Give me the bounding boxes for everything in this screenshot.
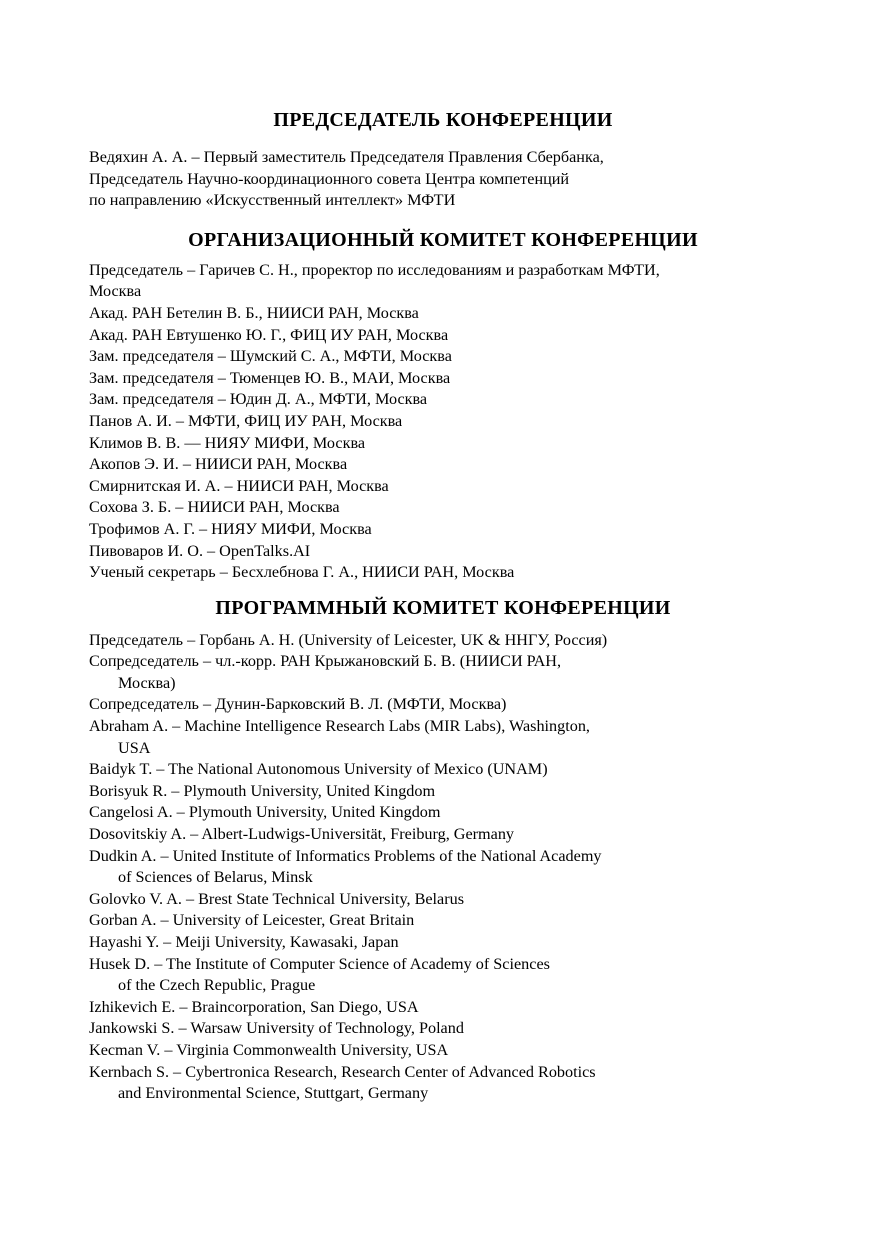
- member-line: Председатель – Горбань А. Н. (University of Leicester, UK & ННГУ, Россия): [89, 630, 608, 649]
- committee-member: Председатель – Гаричев С. Н., проректор по исследованиям и разработкам МФТИ,: [89, 260, 660, 279]
- program-committee-member: [89, 1062, 789, 1105]
- program-committee-member: [89, 630, 789, 652]
- organizing-committee-list: [89, 260, 789, 584]
- committee-member: Трофимов А. Г. – НИЯУ МИФИ, Москва: [89, 519, 372, 538]
- program-committee-member: [89, 954, 789, 997]
- committee-member: Пивоваров И. О. – OpenTalks.AI: [89, 541, 311, 560]
- committee-member: Климов В. В. — НИЯУ МИФИ, Москва: [89, 433, 366, 452]
- member-line: Gorban A. – University of Leicester, Great Britain: [89, 911, 415, 930]
- program-committee-member: [89, 694, 789, 716]
- member-line-continuation: of the Czech Republic, Prague: [118, 976, 316, 995]
- member-line-continuation: Москва): [118, 673, 176, 692]
- committee-member: Москва: [89, 282, 142, 301]
- committee-member: Зам. председателя – Тюменцев Ю. В., МАИ, Москва: [89, 368, 451, 387]
- chair-section-body: [89, 147, 789, 212]
- program-committee-member: [89, 846, 789, 889]
- committee-member: Акопов Э. И. – НИИСИ РАН, Москва: [89, 455, 348, 474]
- member-line: Kernbach S. – Cybertronica Research, Research Center of Advanced Robotics: [89, 1062, 596, 1081]
- committee-member: Панов А. И. – МФТИ, ФИЦ ИУ РАН, Москва: [89, 411, 403, 430]
- program-committee-member: [89, 932, 789, 954]
- member-line: Hayashi Y. – Meiji University, Kawasaki, Japan: [89, 933, 399, 951]
- document-page: [89, 107, 789, 1105]
- program-committee-member: [89, 802, 789, 824]
- member-line: Borisyuk R. – Plymouth University, United Kingdom: [89, 781, 436, 800]
- member-line: Dudkin A. – United Institute of Informatics Problems of the National Academy: [89, 846, 602, 865]
- committee-member: Акад. РАН Бетелин В. Б., НИИСИ РАН, Москва: [89, 303, 419, 322]
- member-line: Izhikevich E. – Braincorporation, San Diego, USA: [89, 997, 419, 1016]
- member-line: Abraham A. – Machine Intelligence Research Labs (MIR Labs), Washington,: [89, 717, 590, 736]
- program-committee-member: [89, 759, 789, 781]
- program-committee-member: [89, 1040, 789, 1062]
- program-committee-member: [89, 651, 789, 694]
- member-line: Сопредседатель – чл.-корр. РАН Крыжановский Б. В. (НИИСИ РАН,: [89, 652, 562, 671]
- member-line: Jankowski S. – Warsaw University of Technology, Poland: [89, 1019, 464, 1038]
- member-line-continuation: and Environmental Science, Stuttgart, Germany: [118, 1084, 429, 1103]
- committee-member: Ученый секретарь – Бесхлебнова Г. А., НИИСИ РАН, Москва: [89, 563, 515, 582]
- program-committee-member: [89, 997, 789, 1019]
- committee-member: Зам. председателя – Шумский С. А., МФТИ, Москва: [89, 347, 452, 366]
- program-committee-title: ПРОГРАММНЫЙ КОМИТЕТ КОНФЕРЕНЦИИ: [215, 596, 671, 619]
- program-committee-member: [89, 781, 789, 803]
- organizing-committee-title: ОРГАНИЗАЦИОННЫЙ КОМИТЕТ КОНФЕРЕНЦИИ: [188, 228, 698, 251]
- program-committee-member: [89, 716, 789, 759]
- member-line: Golovko V. A. – Brest State Technical University, Belarus: [89, 889, 465, 908]
- chair-line: Ведяхин А. А. – Первый заместитель Председателя Правления Сбербанка,: [89, 148, 604, 166]
- member-line: Сопредседатель – Дунин-Барковский В. Л. (МФТИ, Москва): [89, 695, 507, 714]
- committee-member: Сохова З. Б. – НИИСИ РАН, Москва: [89, 498, 340, 517]
- program-committee-member: [89, 889, 789, 911]
- program-committee-member: [89, 1018, 789, 1040]
- member-line: Baidyk T. – The National Autonomous University of Mexico (UNAM): [89, 760, 548, 779]
- member-line: Dosovitskiy A. – Albert-Ludwigs-Universität, Freiburg, Germany: [89, 825, 515, 844]
- chair-line: по направлению «Искусственный интеллект» МФТИ: [89, 191, 456, 210]
- committee-member: Смирнитская И. А. – НИИСИ РАН, Москва: [89, 476, 389, 495]
- program-committee-list: [89, 630, 789, 1105]
- program-committee-member: [89, 824, 789, 846]
- member-line: Kecman V. – Virginia Commonwealth University, USA: [89, 1040, 449, 1059]
- program-committee-member: [89, 910, 789, 932]
- member-line: Cangelosi A. – Plymouth University, United Kingdom: [89, 803, 441, 822]
- committee-member: Акад. РАН Евтушенко Ю. Г., ФИЦ ИУ РАН, Москва: [89, 325, 449, 344]
- member-line-continuation: USA: [118, 738, 151, 757]
- member-line: Husek D. – The Institute of Computer Science of Academy of Sciences: [89, 954, 550, 973]
- chair-line: Председатель Научно-координационного совета Центра компетенций: [89, 169, 570, 188]
- member-line-continuation: of Sciences of Belarus, Minsk: [118, 868, 313, 887]
- chair-section-title: ПРЕДСЕДАТЕЛЬ КОНФЕРЕНЦИИ: [273, 109, 613, 131]
- committee-member: Зам. председателя – Юдин Д. А., МФТИ, Москва: [89, 390, 428, 409]
